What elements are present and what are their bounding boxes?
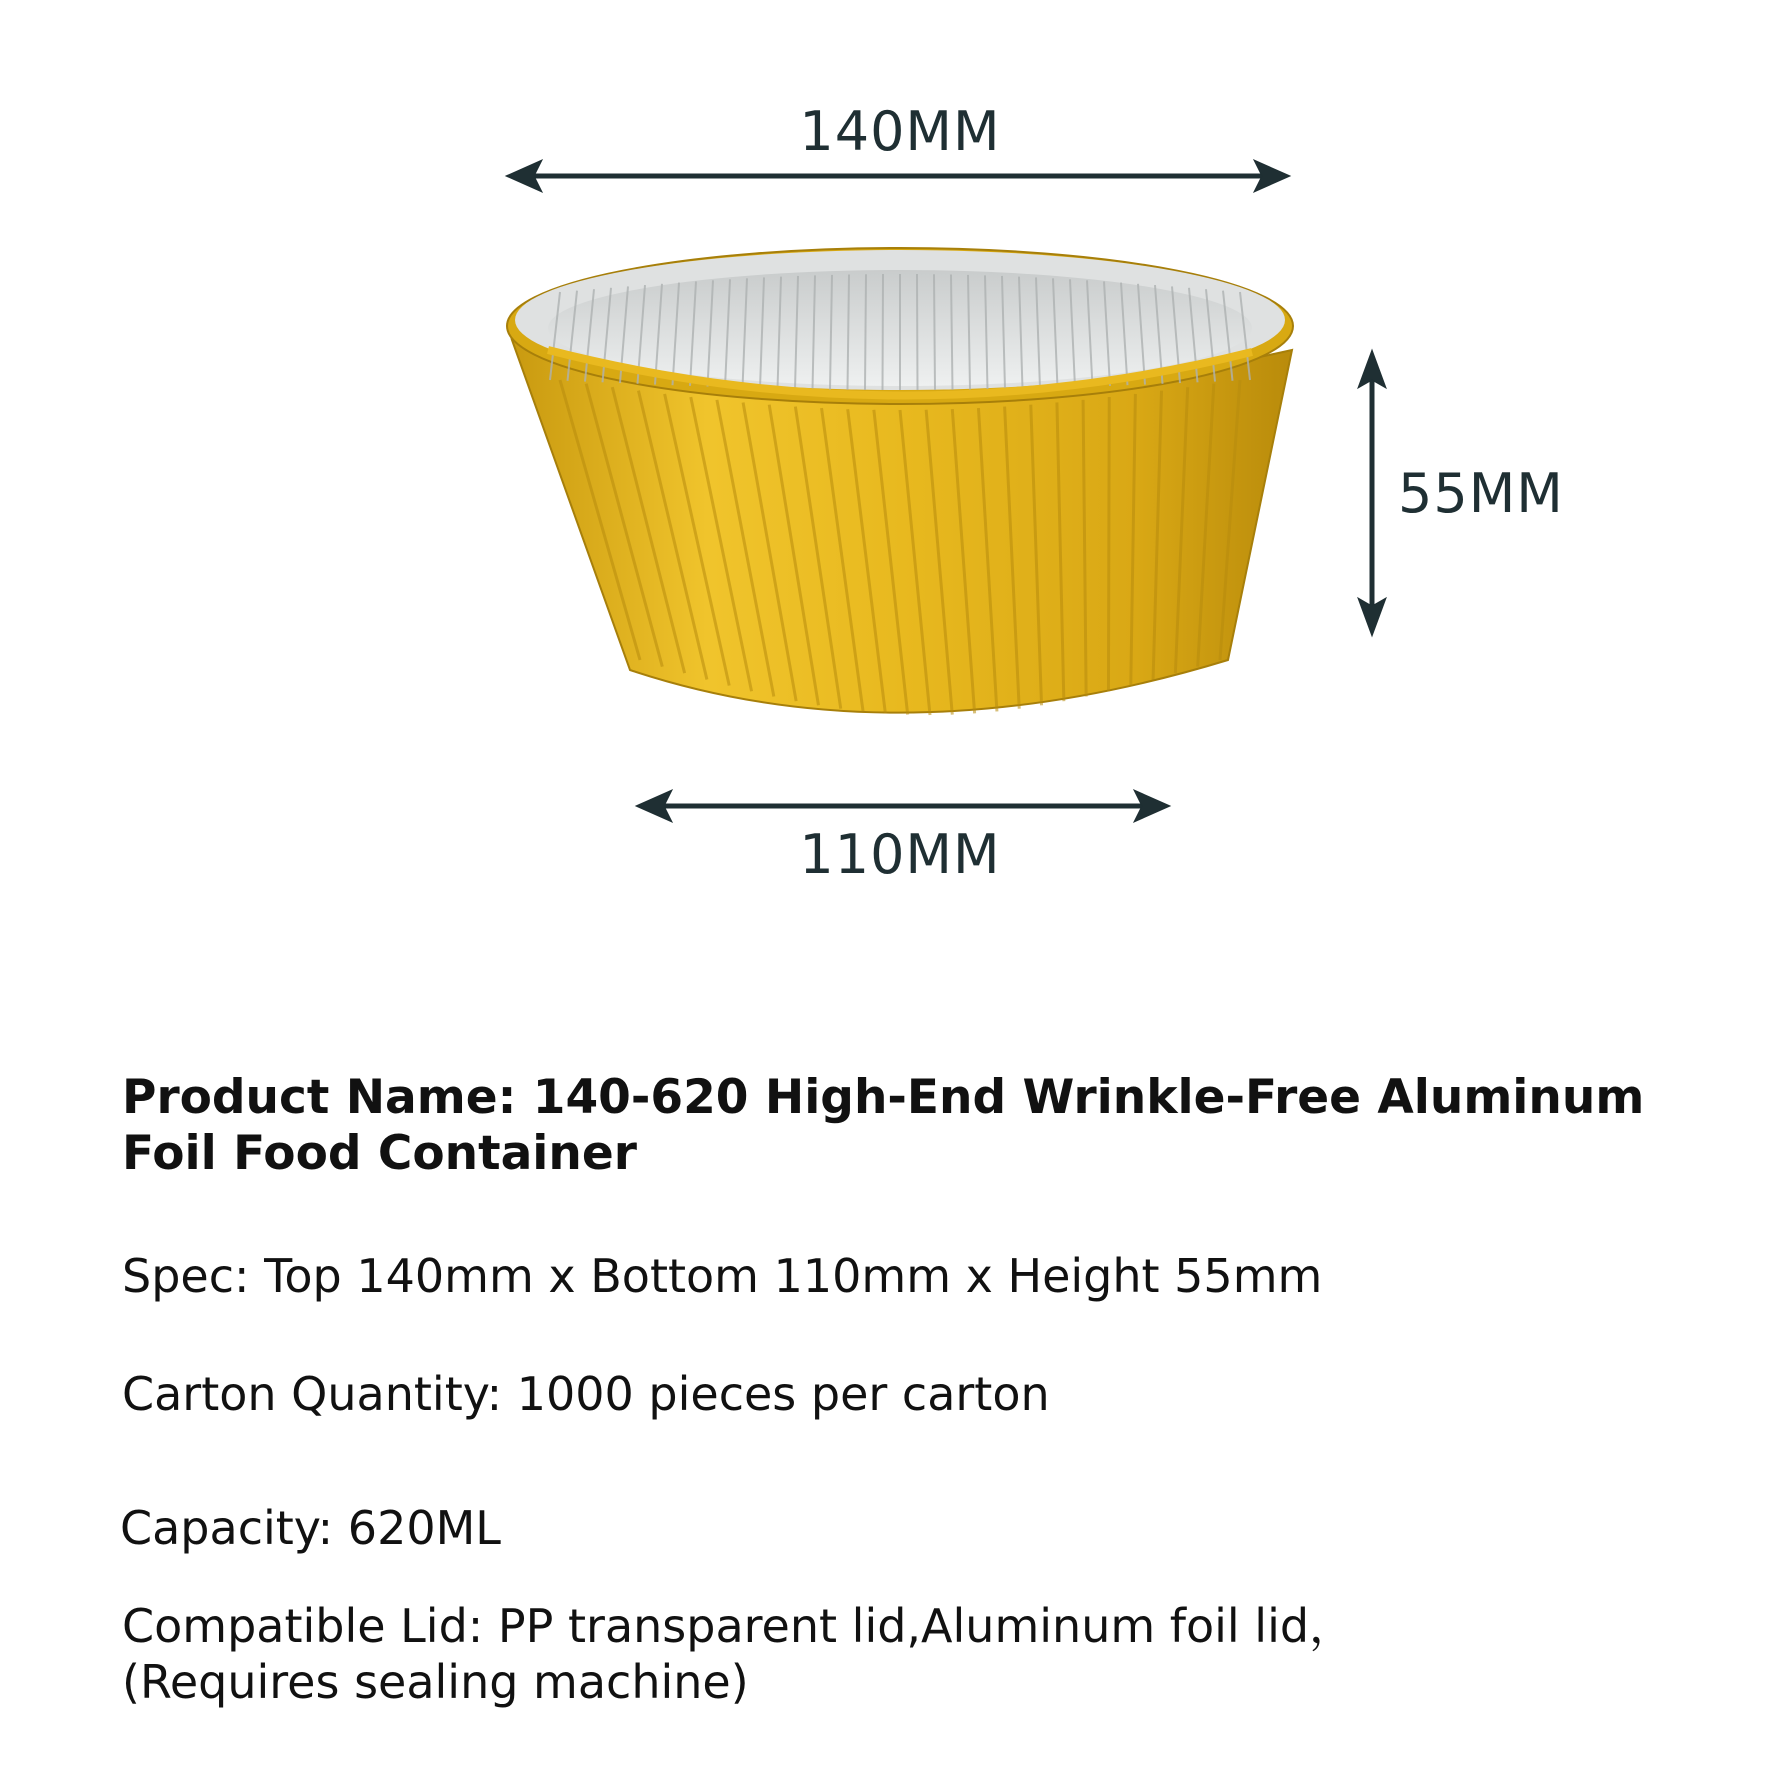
compatible-lid-text: Compatible Lid: PP transparent lid,Aluminum foil lid，(Requires sealing machine)	[122, 1599, 1356, 1709]
carton-quantity-text: Carton Quantity: 1000 pieces per carton	[122, 1367, 1050, 1421]
top-width-label: 140MM	[799, 100, 1001, 163]
top-width-arrow	[506, 160, 1290, 192]
product-name: Product Name: 140-620 High-End Wrinkle-Free Aluminum Foil Food Container	[122, 1070, 1645, 1181]
height-label: 55MM	[1398, 462, 1564, 525]
bottom-width-arrow	[636, 790, 1170, 822]
foil-container-image	[507, 248, 1293, 715]
bottom-width-label: 110MM	[799, 823, 1001, 886]
height-arrow	[1358, 350, 1386, 636]
spec-text: Spec: Top 140mm x Bottom 110mm x Height 55mm	[122, 1249, 1323, 1303]
capacity-text: Capacity: 620ML	[120, 1501, 501, 1555]
